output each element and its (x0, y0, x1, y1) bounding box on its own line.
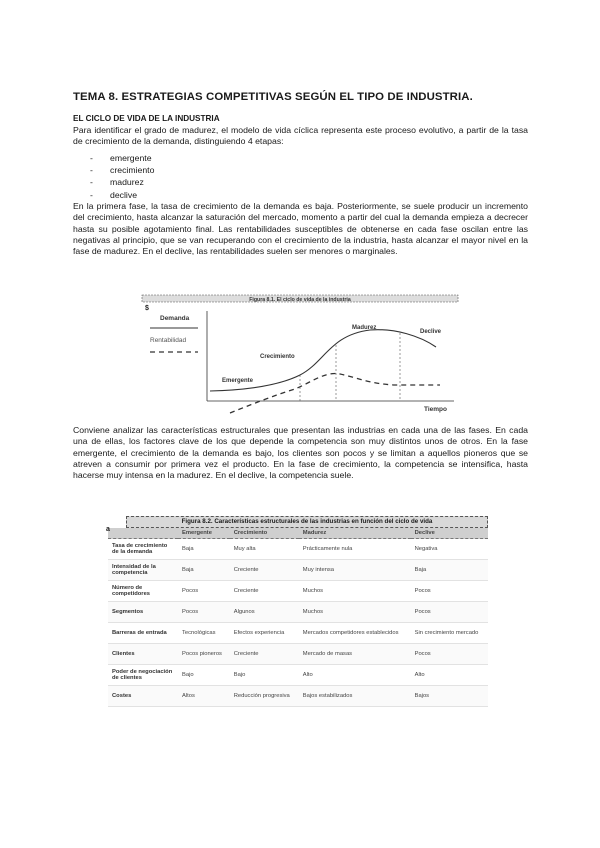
table-row (108, 686, 488, 707)
table-cell: Baja (178, 539, 230, 560)
table-caption: Figura 8.2. Características estructurales de las industrias en función del ciclo de vida (126, 516, 488, 528)
intro-paragraph: Para identificar el grado de madurez, el modelo de vida cíclica representa este proceso evolutivo, a partir de la tasa de crecimiento de la demanda, distinguiendo 4 etapas: (73, 125, 528, 147)
stages-list (90, 152, 154, 201)
x-axis-label: Tiempo (424, 406, 447, 413)
list-item: - emergente (90, 152, 154, 164)
table-cell: Muchos (299, 602, 411, 623)
list-item: - crecimiento (90, 164, 154, 176)
table-cell: Alto (411, 665, 488, 686)
table-header: Declive (411, 528, 488, 539)
paragraph-3: Conviene analizar las características estructurales que presentan las industrias en cada una de las fases. En cada una de ellas, los factores clave de los que depende la competencia son muy distintos unos de otros. En la fase emergente, el crecimiento de la demanda es bajo, los clientes son pocos y se limitan a aquellos pioneros que se atreven a consumir por primera vez el producto. En la fase de crecimiento, la competencia se intensifica, hasta hacerse muy intensa en la madurez. En el declive, la competencia suele. (73, 425, 528, 481)
table-cell: Clientes (108, 644, 178, 665)
table-cell: Mercado de masas (299, 644, 411, 665)
page-title: TEMA 8. ESTRATEGIAS COMPETITIVAS SEGÚN EL TIPO DE INDUSTRIA. (73, 91, 473, 103)
table-cell: Baja (178, 560, 230, 581)
table-cell: Creciente (230, 644, 299, 665)
legend-profitability: Rentabilidad (150, 337, 187, 344)
table-cell: Prácticamente nula (299, 539, 411, 560)
table-cell: Intensidad de la competencia (108, 560, 178, 581)
table-cell: Efectos experiencia (230, 623, 299, 644)
table-row (108, 665, 488, 686)
table-row (108, 644, 488, 665)
table-header: Crecimiento (230, 528, 299, 539)
table-cell: Costes (108, 686, 178, 707)
table-row (108, 560, 488, 581)
table-cell: Pocos (411, 581, 488, 602)
table-cell: Segmentos (108, 602, 178, 623)
table-header-row (108, 528, 488, 539)
table-row (108, 581, 488, 602)
table-cell: Sin crecimiento mercado (411, 623, 488, 644)
table-cell: Barreras de entrada (108, 623, 178, 644)
table-cell: Tecnológicas (178, 623, 230, 644)
table-cell: Bajo (178, 665, 230, 686)
table-header: Emergente (178, 528, 230, 539)
table-cell: Muy intensa (299, 560, 411, 581)
table-cell: Pocos (411, 644, 488, 665)
table-row (108, 602, 488, 623)
table-cell: Número de competidores (108, 581, 178, 602)
phase-label-growth: Crecimiento (260, 354, 295, 360)
table-cell: Bajos (411, 686, 488, 707)
table-cell: Creciente (230, 581, 299, 602)
table-cell: Negativa (411, 539, 488, 560)
life-cycle-figure (140, 293, 460, 415)
phase-label-emergent: Emergente (222, 378, 254, 384)
table-cell: Muchos (299, 581, 411, 602)
table-cell: Creciente (230, 560, 299, 581)
characteristics-table (108, 528, 488, 707)
table-cell: Mercados competidores establecidos (299, 623, 411, 644)
paragraph-2: En la primera fase, la tasa de crecimiento de la demanda es baja. Posteriormente, se suele producir un incremento del crecimiento, hasta alcanzar la saturación del mercado, momento a partir del cual la demanda empieza a decrecer hasta su posible agotamiento final. Las rentabilidades susceptibles de obtenerse en cada fase oscilan entre las negativas al principio, que se van recuperando con el crecimiento de la industria, hasta alcanzar el mayor nivel en la fase de madurez. En el declive, las rentabilidades suelen ser menores o marginales. (73, 201, 528, 257)
profitability-curve (230, 374, 440, 413)
phase-label-decline: Declive (420, 329, 442, 335)
table-header: Madurez (299, 528, 411, 539)
table-cell: Algunos (230, 602, 299, 623)
figure-caption: Figura 8.1. El ciclo de vida de la industria (249, 296, 351, 303)
table-cell: Reducción progresiva (230, 686, 299, 707)
table-header (108, 528, 178, 539)
table-cell: Tasa de crecimiento de la demanda (108, 539, 178, 560)
list-item: - madurez (90, 176, 154, 188)
y-axis-label: $ (145, 305, 149, 312)
table-cell: Muy alta (230, 539, 299, 560)
table-cell: Pocos (411, 602, 488, 623)
table-cell: Bajo (230, 665, 299, 686)
table-row (108, 623, 488, 644)
section-heading: EL CICLO DE VIDA DE LA INDUSTRIA (73, 114, 220, 123)
structure-table (108, 516, 488, 707)
phase-label-maturity: Madurez (352, 325, 377, 331)
table-cell: Poder de negociación de clientes (108, 665, 178, 686)
table-cell: Alto (299, 665, 411, 686)
table-cell: Pocos pioneros (178, 644, 230, 665)
list-item: - declive (90, 189, 154, 201)
legend-demand: Demanda (160, 315, 190, 322)
table-cell: Pocos (178, 581, 230, 602)
table-cell: Baja (411, 560, 488, 581)
table-cell: Altos (178, 686, 230, 707)
table-marker: a (106, 526, 110, 533)
table-cell: Bajos estabilizados (299, 686, 411, 707)
table-row (108, 539, 488, 560)
table-cell: Pocos (178, 602, 230, 623)
